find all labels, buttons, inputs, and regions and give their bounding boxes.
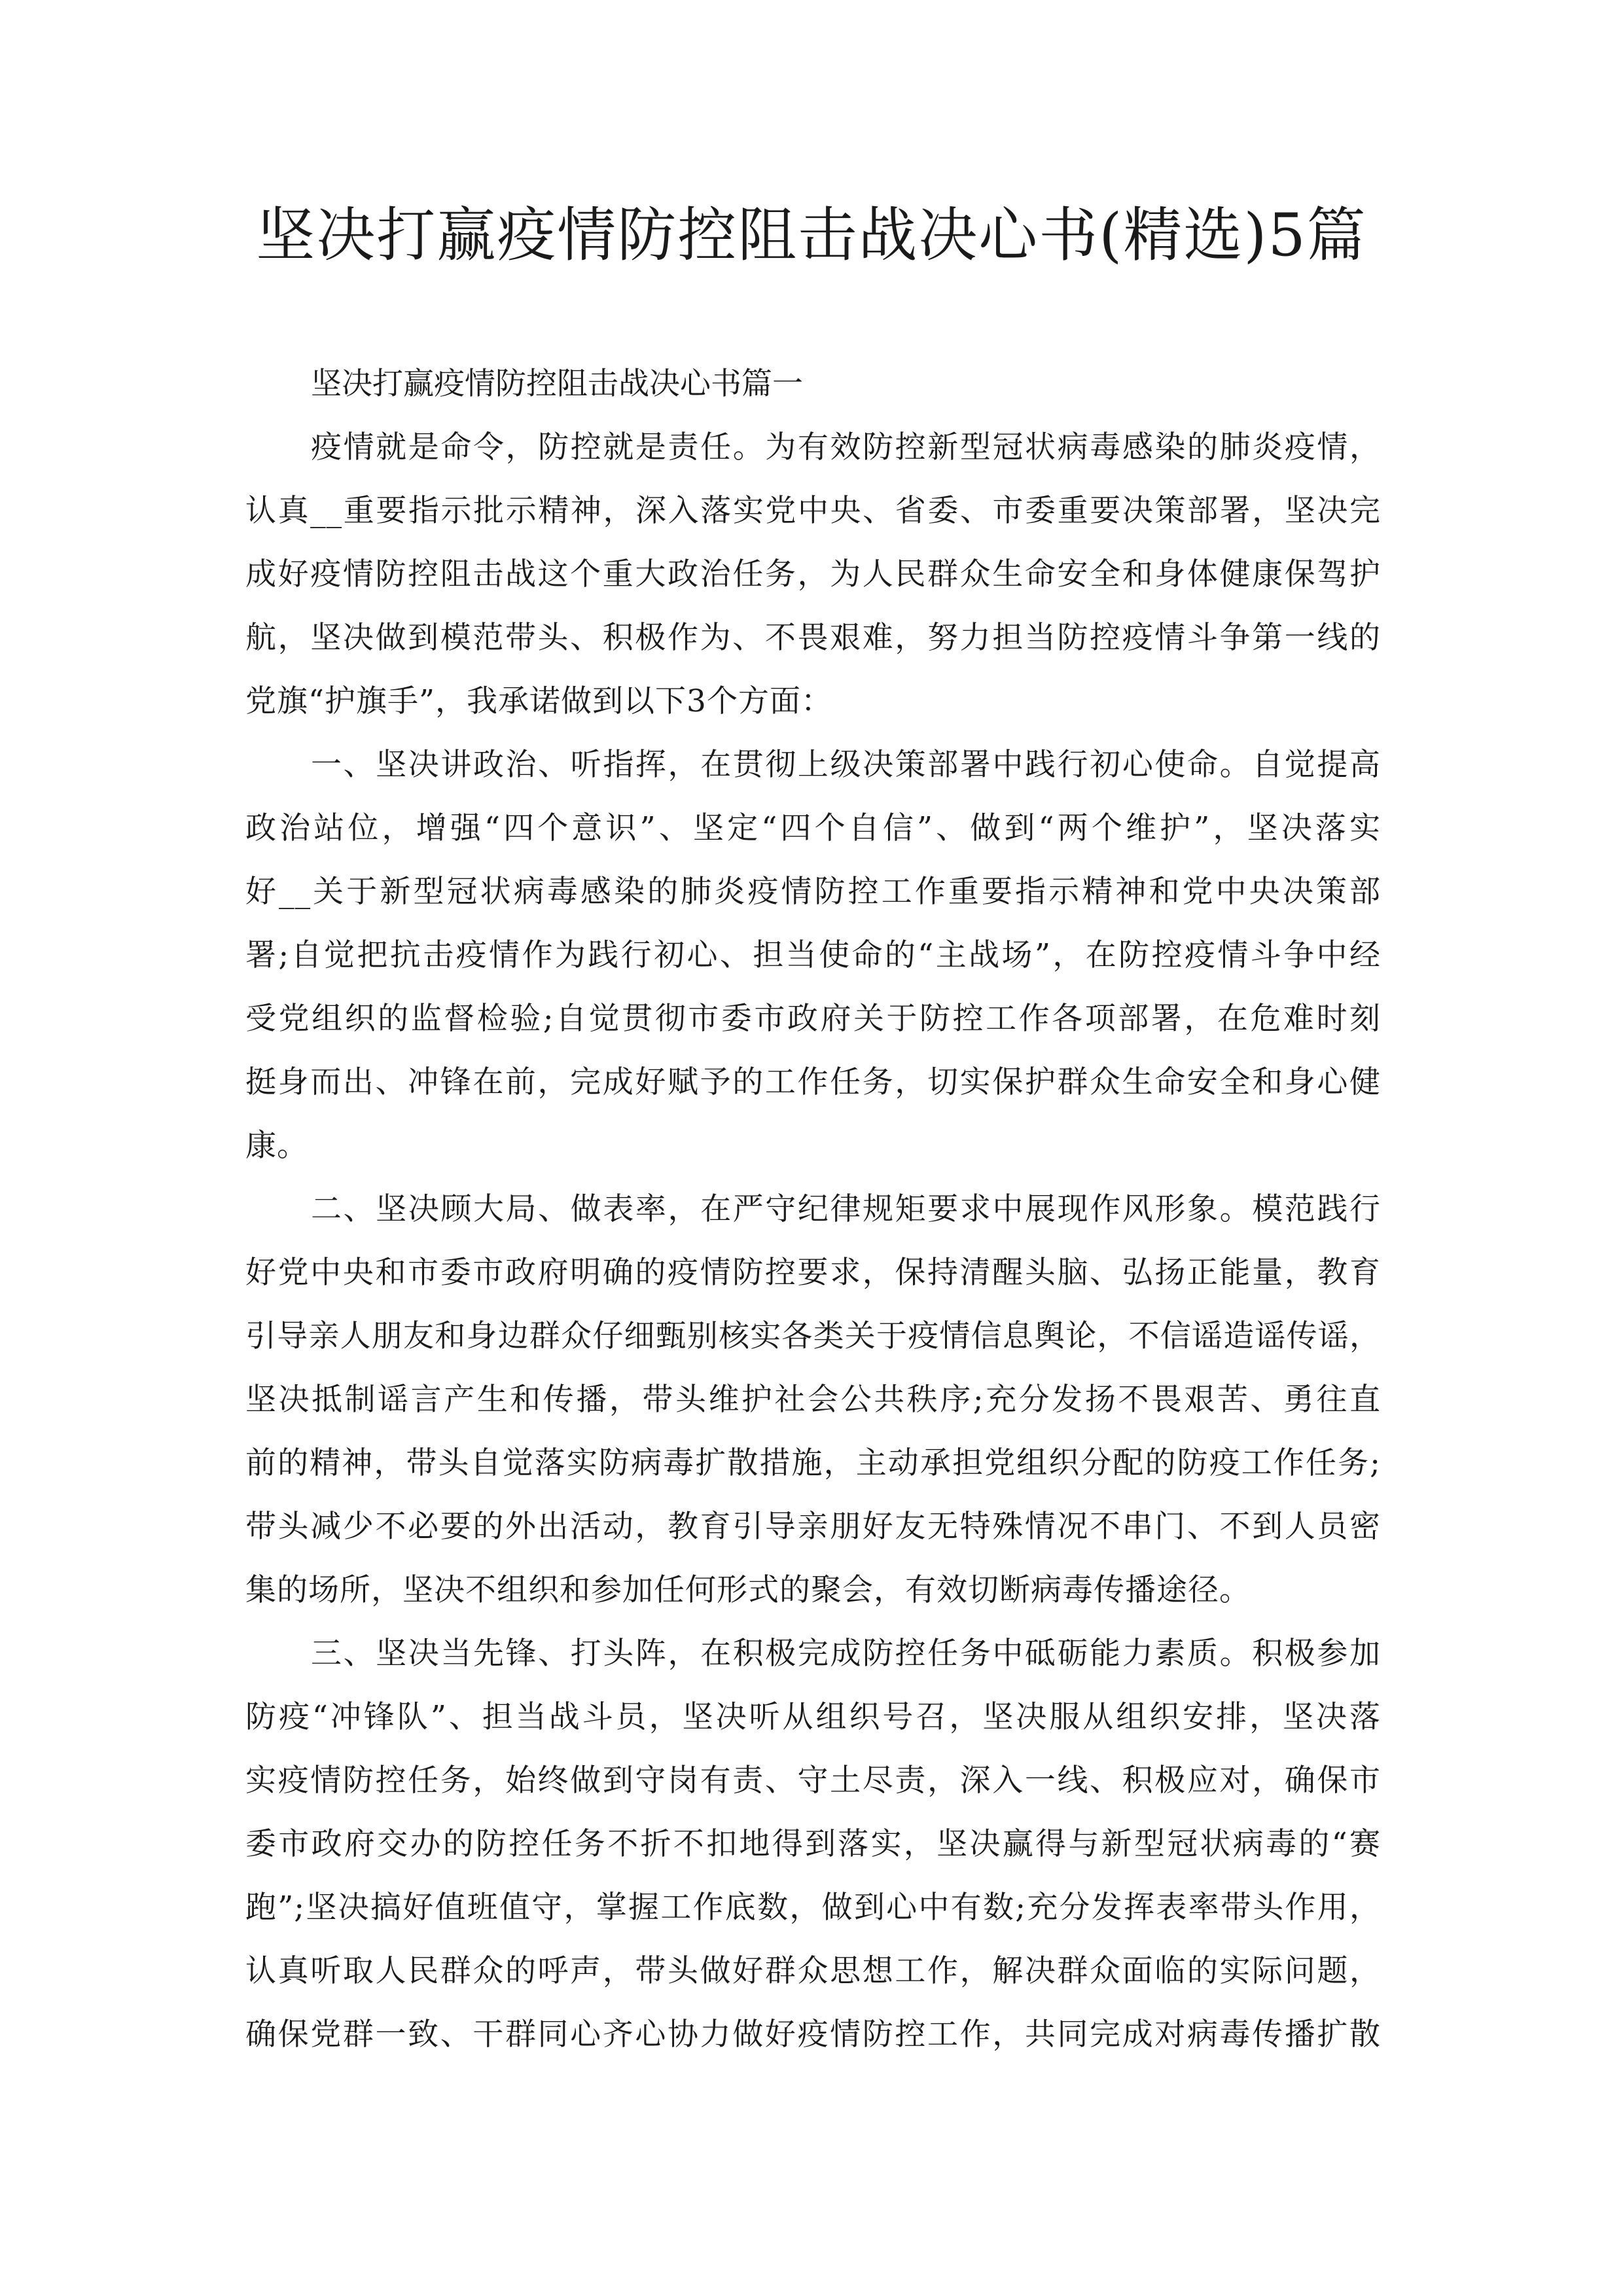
paragraph xyxy=(245,1177,1381,1622)
paragraph-line: 认真__重要指示批示精神，深入落实党中央、省委、市委重要决策部署，坚决完 xyxy=(245,493,1381,529)
paragraph xyxy=(245,416,1381,733)
paragraph-line: 坚决抵制谣言产生和传播，带头维护社会公共秩序;充分发扬不畏艰苦、勇往直 xyxy=(245,1382,1381,1418)
paragraph-line: 航，坚决做到模范带头、积极作为、不畏艰难，努力担当防控疫情斗争第一线的 xyxy=(245,620,1381,656)
paragraph-line: 三、坚决当先锋、打头阵，在积极完成防控任务中砥砺能力素质。积极参加 xyxy=(311,1636,1381,1672)
paragraph-line: 受党组织的监督检验;自觉贯彻市委市政府关于防控工作各项部署，在危难时刻 xyxy=(245,1001,1381,1037)
paragraph-line: 防疫“冲锋队”、担当战斗员，坚决听从组织号召，坚决服从组织安排，坚决落 xyxy=(245,1699,1381,1735)
paragraph-line: 带头减少不必要的外出活动，教育引导亲朋好友无特殊情况不串门、不到人员密 xyxy=(245,1509,1381,1545)
paragraph-line: 好党中央和市委市政府明确的疫情防控要求，保持清醒头脑、弘扬正能量，教育 xyxy=(245,1255,1381,1291)
paragraph-line: 挺身而出、冲锋在前，完成好赋予的工作任务，切实保护群众生命安全和身心健 xyxy=(245,1064,1381,1100)
paragraph-line: 一、坚决讲政治、听指挥，在贯彻上级决策部署中践行初心使命。自觉提高 xyxy=(311,747,1381,783)
paragraph xyxy=(245,1622,1381,2066)
paragraph-line: 党旗“护旗手”，我承诺做到以下3个方面： xyxy=(245,683,832,719)
paragraph-line: 集的场所，坚决不组织和参加任何形式的聚会，有效切断病毒传播途径。 xyxy=(245,1572,1251,1608)
paragraph-line: 认真听取人民群众的呼声，带头做好群众思想工作，解决群众面临的实际问题， xyxy=(245,1953,1381,1989)
document-title: 坚决打赢疫情防控阻击战决心书(精选)5篇 xyxy=(256,201,1367,270)
paragraph-line: 引导亲人朋友和身边群众仔细甄别核实各类关于疫情信息舆论，不信谣造谣传谣， xyxy=(245,1318,1381,1354)
paragraph-line: 好__关于新型冠状病毒感染的肺炎疫情防控工作重要指示精神和党中央决策部 xyxy=(245,874,1381,910)
paragraph-line: 政治站位，增强“四个意识”、坚定“四个自信”、做到“两个维护”，坚决落实 xyxy=(245,810,1381,846)
section-heading: 坚决打赢疫情防控阻击战决心书篇一 xyxy=(311,366,803,402)
paragraph-line: 确保党群一致、干群同心齐心协力做好疫情防控工作，共同完成对病毒传播扩散 xyxy=(245,2017,1381,2053)
paragraph xyxy=(245,733,1381,1177)
paragraph-line: 疫情就是命令，防控就是责任。为有效防控新型冠状病毒感染的肺炎疫情， xyxy=(311,429,1381,465)
paragraph-line: 实疫情防控任务，始终做到守岗有责、守土尽责，深入一线、积极应对，确保市 xyxy=(245,1763,1381,1799)
paragraph-line: 康。 xyxy=(245,1128,308,1164)
paragraph-line: 跑”;坚决搞好值班值守，掌握工作底数，做到心中有数;充分发挥表率带头作用， xyxy=(245,1890,1381,1926)
paragraph-line: 前的精神，带头自觉落实防病毒扩散措施，主动承担党组织分配的防疫工作任务; xyxy=(245,1445,1381,1481)
paragraph-line: 成好疫情防控阻击战这个重大政治任务，为人民群众生命安全和身体健康保驾护 xyxy=(245,556,1381,592)
paragraph-line: 委市政府交办的防控任务不折不扣地得到落实，坚决赢得与新型冠状病毒的“赛 xyxy=(245,1826,1381,1862)
paragraph-line: 署;自觉把抗击疫情作为践行初心、担当使命的“主战场”，在防控疫情斗争中经 xyxy=(245,937,1381,973)
paragraph-line: 二、坚决顾大局、做表率，在严守纪律规矩要求中展现作风形象。模范践行 xyxy=(311,1191,1381,1227)
document-body xyxy=(245,352,1381,2066)
